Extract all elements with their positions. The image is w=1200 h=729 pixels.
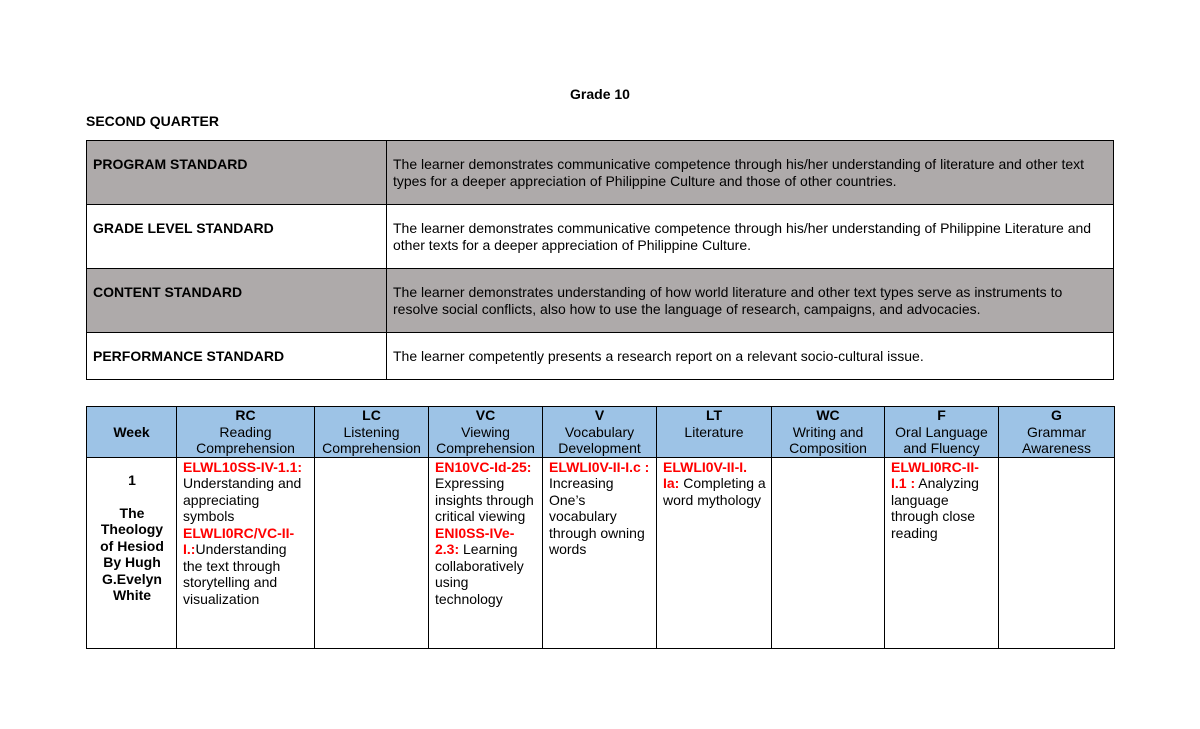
- curriculum-table: [86, 406, 1115, 649]
- header-code: F: [937, 407, 946, 423]
- header-code: V: [594, 407, 605, 423]
- header-name: Writing and Composition: [789, 423, 867, 456]
- competency-text: Increasing One’s vocabulary through owning words: [549, 475, 645, 557]
- header-wc: [772, 407, 885, 458]
- header-name: Viewing Comprehension: [436, 423, 535, 456]
- header-code: WC: [816, 407, 840, 423]
- standard-label: PROGRAM STANDARD: [87, 141, 387, 205]
- competency-code: ELWLI0RC/VC-II-I.:: [183, 524, 295, 557]
- header-name: Oral Language and Fluency: [895, 423, 988, 456]
- standard-text: The learner demonstrates understanding of how world literature and other text types serve as instruments to resolve social conflicts, also how to use the language of research, campaigns, and advocacies.: [387, 269, 1114, 333]
- lc-cell: [315, 457, 429, 648]
- competency-code: ELWL10SS-IV-1.1:: [183, 458, 303, 475]
- header-code: LC: [362, 407, 381, 423]
- week-title: The Theology of Hesiod By Hugh G.Evelyn White: [100, 504, 164, 603]
- header-lt: [657, 407, 772, 458]
- vc-cell: [429, 457, 543, 648]
- standard-row-program: [87, 141, 1114, 205]
- header-name: Literature: [684, 423, 744, 440]
- f-cell: [885, 457, 999, 648]
- curriculum-week-row: [87, 457, 1115, 648]
- header-rc: [177, 407, 315, 458]
- week-number: 1: [128, 471, 136, 488]
- competency-text: Understanding the text through storytelling and visualization: [183, 541, 287, 607]
- standard-row-performance: [87, 333, 1114, 380]
- g-cell: [999, 457, 1115, 648]
- competency-code: ELWLI0RC-II-I.1 :: [891, 458, 979, 491]
- header-g: [999, 407, 1115, 458]
- competency-code: ENI0SS-IVe-2.3:: [435, 524, 515, 557]
- header-lc: [315, 407, 429, 458]
- competency-code: ELWLI0V-II-I.c :: [549, 458, 650, 475]
- competency-text: Learning collaboratively using technology: [435, 541, 524, 607]
- standard-row-content: [87, 269, 1114, 333]
- competency-text: Understanding and appreciating symbols: [183, 475, 302, 524]
- competency-code: EN10VC-Id-25:: [435, 458, 532, 475]
- competency-code: ELWLI0V-II-I. Ia:: [663, 458, 748, 491]
- header-name: Grammar Awareness: [1021, 423, 1091, 456]
- header-code: G: [1051, 407, 1062, 423]
- page-title: Grade 10: [570, 86, 630, 102]
- competency-text: Analyzing language through close reading: [891, 475, 979, 541]
- standard-row-grade-level: [87, 205, 1114, 269]
- quarter-heading: SECOND QUARTER: [86, 113, 220, 129]
- header-name: Vocabulary Development: [558, 423, 641, 456]
- header-vc: [429, 407, 543, 458]
- header-code: RC: [235, 407, 256, 423]
- curriculum-header-row: [87, 407, 1115, 458]
- week-cell: [87, 457, 177, 648]
- standards-table: [86, 140, 1114, 380]
- header-v: [543, 407, 657, 458]
- standard-label: CONTENT STANDARD: [87, 269, 387, 333]
- competency-text: Completing a word mythology: [663, 475, 766, 508]
- header-name: Reading Comprehension: [196, 423, 295, 456]
- header-week: Week: [87, 407, 177, 458]
- v-cell: [543, 457, 657, 648]
- header-code: LT: [705, 407, 723, 423]
- standard-label: PERFORMANCE STANDARD: [87, 333, 387, 380]
- standard-text: The learner competently presents a research report on a relevant socio-cultural issue.: [387, 333, 1114, 380]
- rc-cell: [177, 457, 315, 648]
- standard-text: The learner demonstrates communicative competence through his/her understanding of Philippine Literature and other texts for a deeper appreciation of Philippine Culture.: [387, 205, 1114, 269]
- lt-cell: [657, 457, 772, 648]
- standard-text: The learner demonstrates communicative competence through his/her understanding of literature and other text types for a deeper appreciation of Philippine Culture and those of other countries.: [387, 141, 1114, 205]
- competency-text: Expressing insights through critical viewing: [435, 475, 534, 524]
- header-code: VC: [475, 407, 496, 423]
- header-f: [885, 407, 999, 458]
- header-name: Listening Comprehension: [322, 423, 421, 456]
- standard-label: GRADE LEVEL STANDARD: [87, 205, 387, 269]
- wc-cell: [772, 457, 885, 648]
